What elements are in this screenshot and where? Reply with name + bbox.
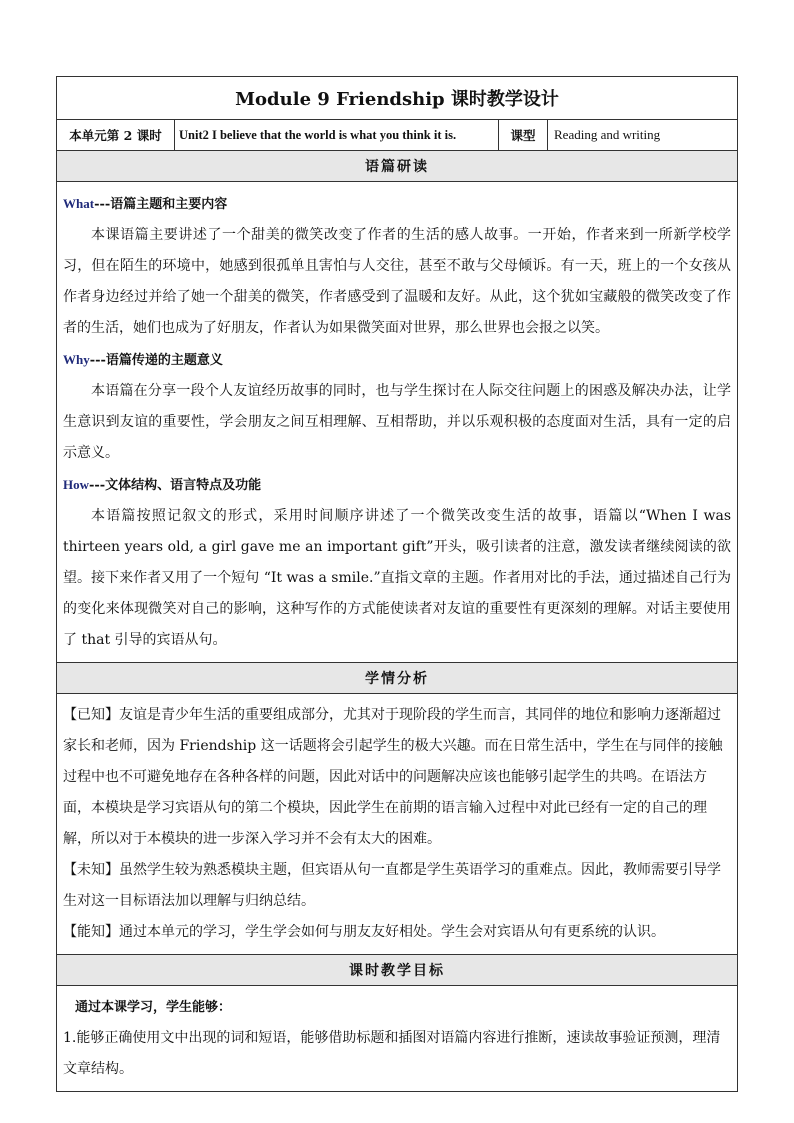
what-heading: What---语篇主题和主要内容 <box>63 196 228 212</box>
section-heading-text-study: 语篇研读 <box>57 151 738 182</box>
lesson-plan-table <box>56 76 738 1092</box>
able-paragraph: 【能知】通过本单元的学习，学生学会如何与朋友友好相处。学生会对宾语从句有更系统的认识。 <box>63 924 665 940</box>
known-paragraph: 【已知】友谊是青少年生活的重要组成部分，尤其对于现阶段的学生而言，其同伴的地位和影响力逐渐超过家长和老师，因为 Friendship 这一话题将会引起学生的极大兴趣。而在日常生活中，学生在与同伴的接触过程中也不可避免地存在各种各样的问题，因此对话中的问题解决应该也能够引起学生的共鸣。在语法方面，本模块是学习宾语从句的第二个模块，因此学生在前期的语言输入过程中对此已经有一定的自己的理解，所以对于本模块的进一步深入学习并不会有太大的困难。 <box>63 707 723 847</box>
lesson-type-label: 课型 <box>499 120 548 151</box>
objective-item-1: 1.能够正确使用文中出现的词和短语，能够借助标题和插图对语篇内容进行推断，速读故事验证预测，理清文章结构。 <box>63 1030 721 1077</box>
info-row <box>57 120 738 151</box>
unknown-paragraph: 【未知】虽然学生较为熟悉模块主题，但宾语从句一直都是学生英语学习的重难点。因此，教师需要引导学生对这一目标语法加以理解与归纳总结。 <box>63 862 721 909</box>
text-study-content <box>57 182 738 663</box>
page-title: Module 9 Friendship 课时教学设计 <box>57 77 738 120</box>
section-heading-student-analysis: 学情分析 <box>57 663 738 694</box>
how-heading: How---文体结构、语言特点及功能 <box>63 477 262 493</box>
lesson-plan-document <box>56 76 737 1092</box>
student-analysis-content <box>57 694 738 955</box>
lesson-type-value: Reading and writing <box>548 120 738 151</box>
how-paragraph: 本语篇按照记叙文的形式，采用时间顺序讲述了一个微笑改变生活的故事，语篇以“When I was thirteen years old, a girl gave me an important gift”开头，吸引读者的注意，激发读者继续阅读的欲望。接下来作者又用了一个短句 “It was a smile.”直指文章的主题。作者用对比的手法，通过描述自己行为的变化来体现微笑对自己的影响，这种写作的方式能使读者对友谊的重要性有更深刻的理解。对话主要使用了 that 引导的宾语从句。 <box>63 508 732 648</box>
what-paragraph: 本课语篇主要讲述了一个甜美的微笑改变了作者的生活的感人故事。一开始，作者来到一所新学校学习，但在陌生的环境中，她感到很孤单且害怕与人交往，甚至不敢与父母倾诉。有一天，班上的一个女孩从作者身边经过并给了她一个甜美的微笑，作者感受到了温暖和友好。从此，这个犹如宝藏般的微笑改变了作者的生活，她们也成为了好朋友，作者认为如果微笑面对世界，那么世界也会报之以笑。 <box>63 227 732 336</box>
unit-title: Unit2 I believe that the world is what you think it is. <box>175 120 499 151</box>
section-heading-objectives: 课时教学目标 <box>57 955 738 986</box>
why-paragraph: 本语篇在分享一段个人友谊经历故事的同时，也与学生探讨在人际交往问题上的困惑及解决办法，让学生意识到友谊的重要性，学会朋友之间互相理解、互相帮助，并以乐观积极的态度面对生活，具有一定的启示意义。 <box>63 383 732 461</box>
lesson-number-label: 本单元第 2 课时 <box>57 120 175 151</box>
objectives-lead: 通过本课学习，学生能够： <box>75 1000 232 1015</box>
why-heading: Why---语篇传递的主题意义 <box>63 352 223 368</box>
objectives-content <box>57 986 738 1092</box>
